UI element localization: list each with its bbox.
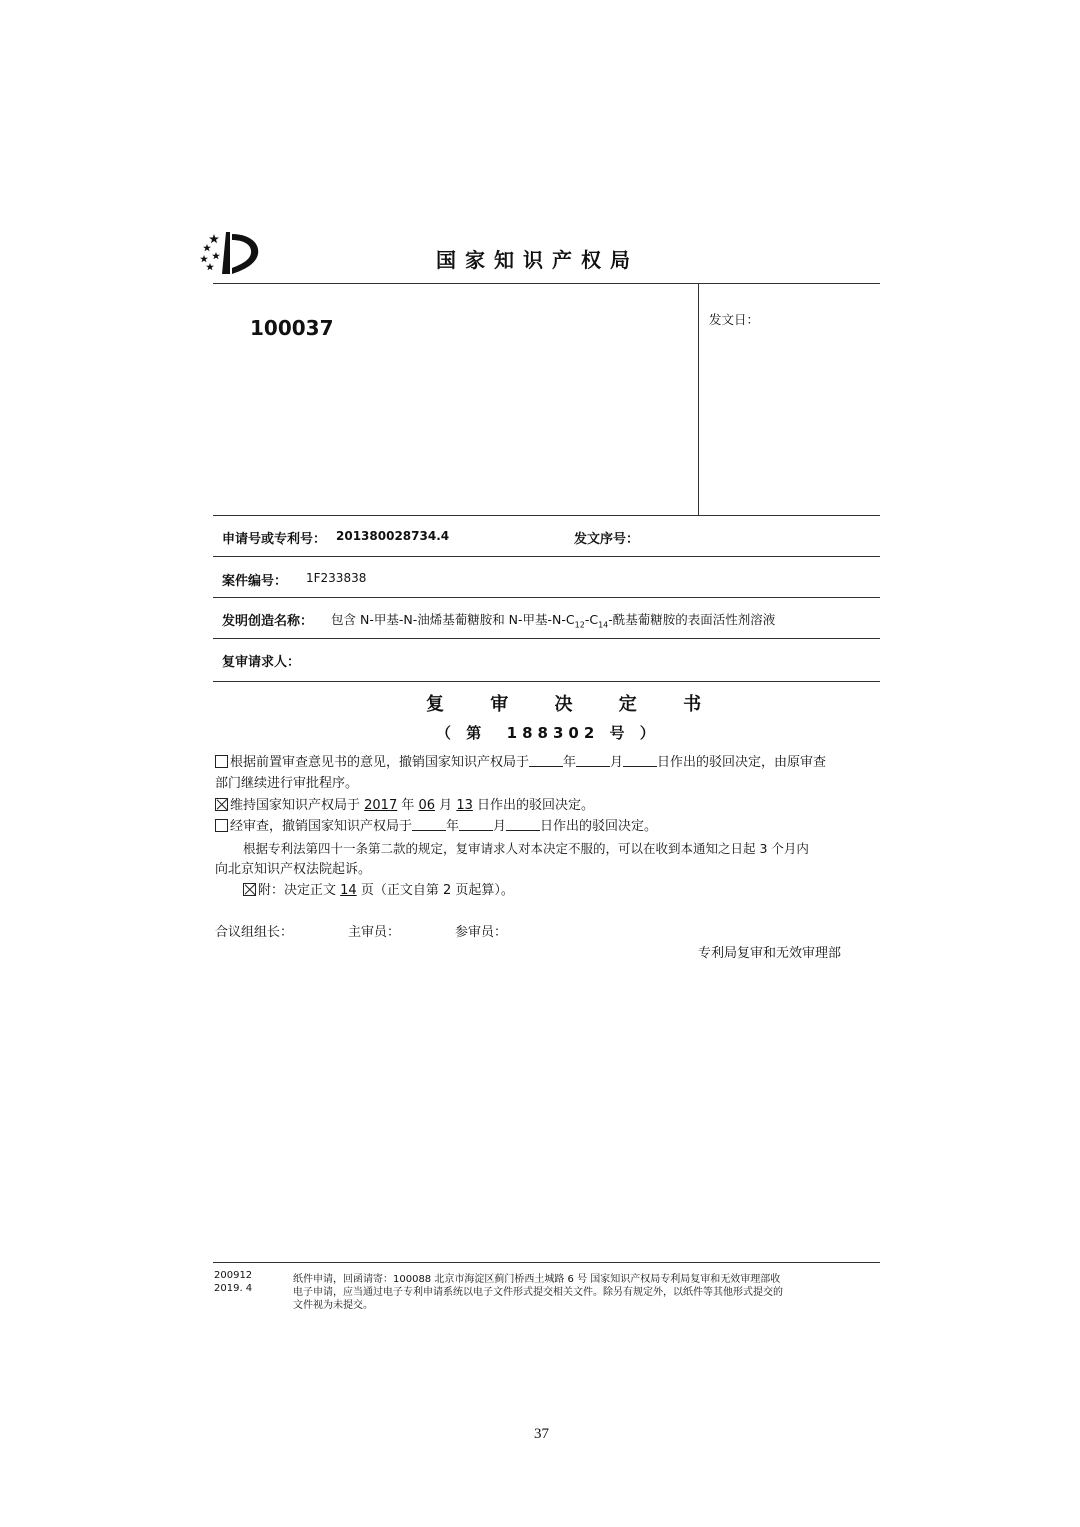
star-icon <box>200 255 208 262</box>
cnipa-logo <box>200 230 262 276</box>
option-revoke-pre-exam: 根据前置审查意见书的意见，撤销国家知识产权局于 年 月 日作出的驳回决定，由原审查 <box>215 752 826 773</box>
rule-4 <box>213 638 880 639</box>
star-icon <box>206 263 214 270</box>
case-number-value: 1F233838 <box>306 571 367 585</box>
footer-line-1: 纸件申请，回函请寄：100088 北京市海淀区蓟门桥西土城路 6 号 国家知识产权局专利局复审和无效审理部收 <box>293 1274 781 1285</box>
application-number-value: 201380028734.4 <box>336 529 450 543</box>
star-icon <box>212 252 220 259</box>
case-number-label: 案件编号： <box>222 574 288 589</box>
rule-2 <box>213 556 880 557</box>
office-name: 国家知识产权局 <box>436 248 639 272</box>
decision-title: 复 审 决 定 书 <box>426 694 722 715</box>
panel-leader-label: 合议组组长： <box>215 925 294 940</box>
footer-line-3: 文件视为未提交。 <box>293 1300 373 1311</box>
star-icon <box>209 234 219 243</box>
chief-examiner-label: 主审员： <box>348 925 401 940</box>
footer-rule <box>213 1262 880 1263</box>
petitioner-label: 复审请求人： <box>222 655 301 670</box>
top-rule <box>213 283 880 284</box>
option-revoke-review: 经审查，撤销国家知识产权局于 年 月 日作出的驳回决定。 <box>215 816 657 837</box>
issuing-department: 专利局复审和无效审理部 <box>698 946 842 961</box>
form-code: 200912 <box>214 1270 253 1281</box>
attachment-line: 附：决定正文 14 页（正文自第 2 页起算）。 <box>243 880 514 901</box>
law-notice: 根据专利法第四十一条第二款的规定，复审请求人对本决定不服的，可以在收到本通知之日起 3 个月内 <box>243 841 809 856</box>
invention-name-value: 包含 N-甲基-N-油烯基葡糖胺和 N-甲基$-N-C_{12}-C_{14}-$酰基葡糖胺的表面活性剂溶液 <box>331 612 776 630</box>
star-icon <box>203 244 211 251</box>
associate-examiner-label: 参审员： <box>455 925 508 940</box>
option-uphold: 维持国家知识产权局于 2017 年 06 月 13 日作出的驳回决定。 <box>215 795 594 816</box>
page-number: 37 <box>534 1426 549 1442</box>
document-serial-label: 发文序号： <box>574 532 640 547</box>
option-revoke-pre-exam-cont: 部门继续进行审批程序。 <box>215 776 359 791</box>
postal-code: 100037 <box>250 316 334 340</box>
rule-3 <box>213 597 880 598</box>
application-number-label: 申请号或专利号： <box>222 532 327 547</box>
rule-1 <box>213 515 880 516</box>
decision-number: （ 第 188302 号 ） <box>436 724 660 742</box>
checkbox-revoke-review[interactable] <box>215 819 228 832</box>
address-divider <box>698 283 699 515</box>
checkbox-uphold[interactable] <box>215 798 228 811</box>
rule-5 <box>213 681 880 682</box>
checkbox-attachment[interactable] <box>243 883 256 896</box>
issue-date-label: 发文日： <box>709 312 760 327</box>
footer-line-2: 电子申请，应当通过电子专利申请系统以电子文件形式提交相关文件。除另有规定外，以纸件等其他形式提交的 <box>293 1287 783 1298</box>
form-version: 2019. 4 <box>214 1283 253 1294</box>
checkbox-revoke-pre-exam[interactable] <box>215 755 228 768</box>
invention-name-label: 发明创造名称： <box>222 614 314 629</box>
law-notice-cont: 向北京知识产权法院起诉。 <box>215 862 372 877</box>
